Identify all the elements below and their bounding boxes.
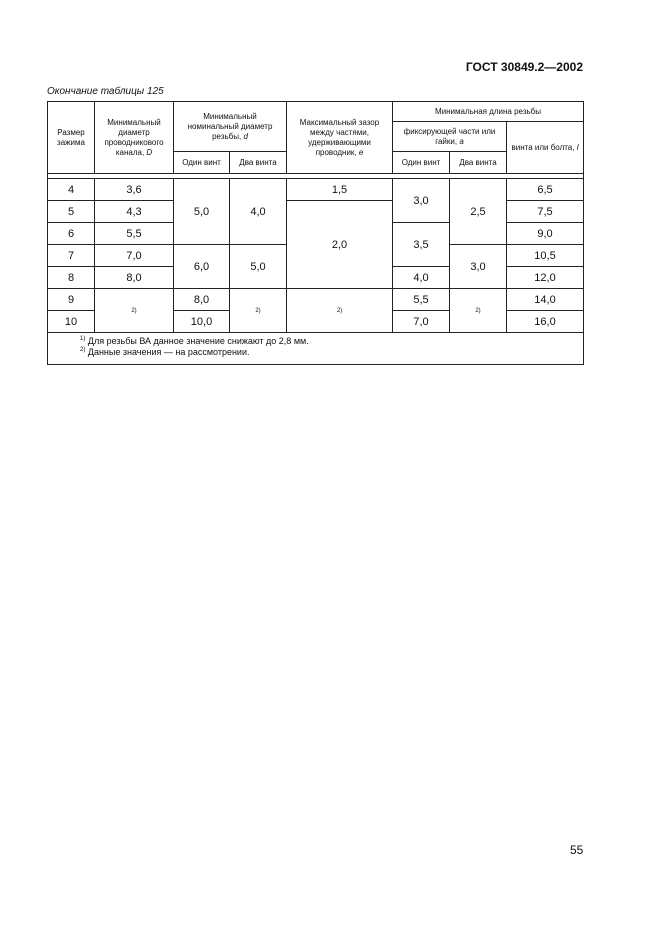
cell-size: 5 bbox=[48, 201, 95, 223]
header-size: Размер зажима bbox=[48, 102, 95, 174]
header-thread-diameter: Минимальный номинальный диаметр резьбы, d bbox=[174, 102, 287, 152]
cell-fixing-one: 5,5 bbox=[393, 289, 450, 311]
cell-thread-one: 6,0 bbox=[174, 245, 230, 289]
footnote-2: $^{2)}$ Данные значения — на рассмотрении. bbox=[80, 347, 250, 357]
cell-fixing-two: 3,0 bbox=[450, 245, 507, 289]
cell-gap: 1,5 bbox=[287, 179, 393, 201]
cell-diameter: 5,5 bbox=[95, 223, 174, 245]
cell-screw-length: 6,5 bbox=[507, 179, 584, 201]
header-two-screws-length: Два винта bbox=[450, 152, 507, 174]
footnote-1: $^{1)}$ Для резьбы ВА данное значение снижают до 2,8 мм. bbox=[80, 336, 309, 346]
cell-screw-length: 12,0 bbox=[507, 267, 584, 289]
table-row bbox=[48, 179, 584, 201]
cell-fixing-one: 3,0 bbox=[393, 179, 450, 223]
cell-gap: 2) bbox=[287, 289, 393, 333]
header-min-thread-length: Минимальная длина резьбы bbox=[393, 102, 584, 122]
page-number: 55 bbox=[570, 843, 584, 857]
table-row bbox=[48, 289, 584, 311]
cell-fixing-one: 3,5 bbox=[393, 223, 450, 267]
header-fixing-part: фиксирующей части или гайки, a bbox=[393, 122, 507, 152]
cell-thread-two: 2) bbox=[230, 289, 287, 333]
header-min-diameter: Минимальный диаметр проводникового канала, D bbox=[95, 102, 174, 174]
cell-diameter: 2) bbox=[95, 289, 174, 333]
table-caption: Окончание таблицы 125 bbox=[47, 86, 164, 97]
cell-gap: 2,0 bbox=[287, 201, 393, 289]
header-one-screw: Один винт bbox=[174, 152, 230, 174]
cell-fixing-one: 4,0 bbox=[393, 267, 450, 289]
cell-thread-two: 5,0 bbox=[230, 245, 287, 289]
cell-screw-length: 14,0 bbox=[507, 289, 584, 311]
cell-size: 6 bbox=[48, 223, 95, 245]
header-max-gap: Максимальный зазор между частями, удерживающими проводник, e bbox=[287, 102, 393, 174]
spec-table bbox=[47, 101, 584, 365]
cell-fixing-two: 2,5 bbox=[450, 179, 507, 245]
cell-diameter: 8,0 bbox=[95, 267, 174, 289]
cell-screw-length: 16,0 bbox=[507, 311, 584, 333]
cell-diameter: 3,6 bbox=[95, 179, 174, 201]
cell-fixing-one: 7,0 bbox=[393, 311, 450, 333]
cell-size: 10 bbox=[48, 311, 95, 333]
cell-thread-two: 4,0 bbox=[230, 179, 287, 245]
cell-size: 4 bbox=[48, 179, 95, 201]
cell-fixing-two: 2) bbox=[450, 289, 507, 333]
cell-diameter: 4,3 bbox=[95, 201, 174, 223]
cell-screw-length: 10,5 bbox=[507, 245, 584, 267]
cell-screw-length: 9,0 bbox=[507, 223, 584, 245]
cell-size: 8 bbox=[48, 267, 95, 289]
table-footnotes bbox=[48, 333, 584, 365]
header-one-screw-length: Один винт bbox=[393, 152, 450, 174]
cell-diameter: 7,0 bbox=[95, 245, 174, 267]
header-two-screws: Два винта bbox=[230, 152, 287, 174]
document-code: ГОСТ 30849.2—2002 bbox=[465, 60, 583, 74]
cell-thread-one: 5,0 bbox=[174, 179, 230, 245]
cell-size: 7 bbox=[48, 245, 95, 267]
cell-thread-one: 10,0 bbox=[174, 311, 230, 333]
cell-screw-length: 7,5 bbox=[507, 201, 584, 223]
cell-size: 9 bbox=[48, 289, 95, 311]
cell-thread-one: 8,0 bbox=[174, 289, 230, 311]
header-screw-bolt: винта или болта, l bbox=[507, 122, 584, 174]
